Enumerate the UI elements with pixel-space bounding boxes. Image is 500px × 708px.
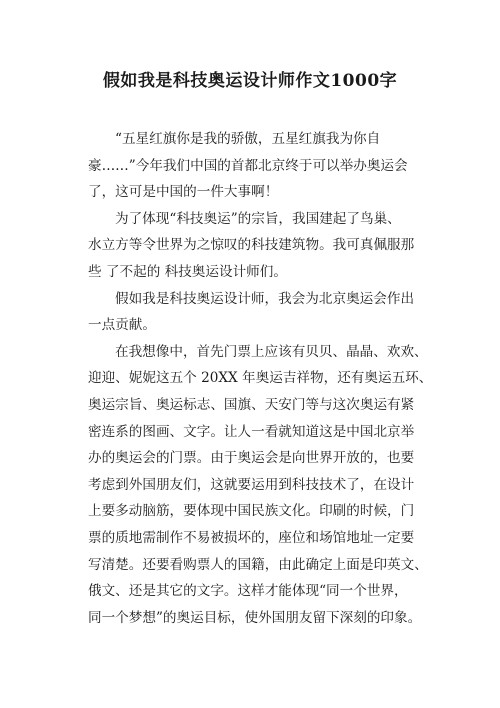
- text-line: 办的奥运会的门票。由于奥运会是向世界开放的，也要: [88, 450, 415, 467]
- text-line: 票的质地需制作不易被损坏的，座位和场馆地址一定要: [88, 529, 415, 546]
- text-line: 同一个梦想”的奥运目标，使外国朋友留下深刻的印象。: [88, 609, 422, 626]
- paragraph-4: [88, 339, 433, 632]
- text-line: 为了体现“科技奥运”的宗旨，我国建起了鸟巢、: [115, 210, 401, 227]
- text-line: 了，这可是中国的一件大事啊！: [88, 184, 279, 201]
- text-line: 假如我是科技奥运设计师，我会为北京奥运会作出: [115, 290, 415, 307]
- paragraph-1: [88, 126, 423, 206]
- text-line: 考虑到外国朋友们，这就要运用到科技技术了，在设计: [88, 476, 415, 493]
- text-line: 写清楚。还要看购票人的国籍，由此确定上面是印英文、: [88, 556, 428, 573]
- text-line: “五星红旗你是我的骄傲，五星红旗我为你自: [115, 131, 381, 147]
- text-line: 豪……”今年我们中国的首都北京终于可以举办奥运会: [88, 157, 408, 174]
- document-title: 假如我是科技奥运设计师作文1000字: [102, 71, 398, 91]
- paragraph-3: [88, 286, 423, 339]
- text-line: 上要多动脑筋，要体现中国民族文化。印刷的时候，门: [88, 503, 415, 520]
- text-line: 俄文、还是其它的文字。这样才能体现“同一个世界，: [88, 583, 408, 600]
- text-line: 一点贡献。: [88, 317, 156, 334]
- paragraph-2: [88, 206, 423, 286]
- text-line: 些 了不起的 科技奥运设计师们。: [88, 263, 287, 280]
- text-line: 迎迎、妮妮这五个 20XX 年奥运吉祥物，还有奥运五环、: [88, 370, 433, 387]
- document-body: [88, 126, 433, 631]
- text-line: 密连系的图画、文字。让人一看就知道这是中国北京举: [88, 423, 415, 440]
- text-line: 奥运宗旨、奥运标志、国旗、天安门等与这次奥运有紧: [88, 396, 415, 413]
- text-line: 在我想像中，首先门票上应该有贝贝、晶晶、欢欢、: [115, 343, 428, 360]
- text-line: 水立方等令世界为之惊叹的科技建筑物。我可真佩服那: [88, 237, 415, 254]
